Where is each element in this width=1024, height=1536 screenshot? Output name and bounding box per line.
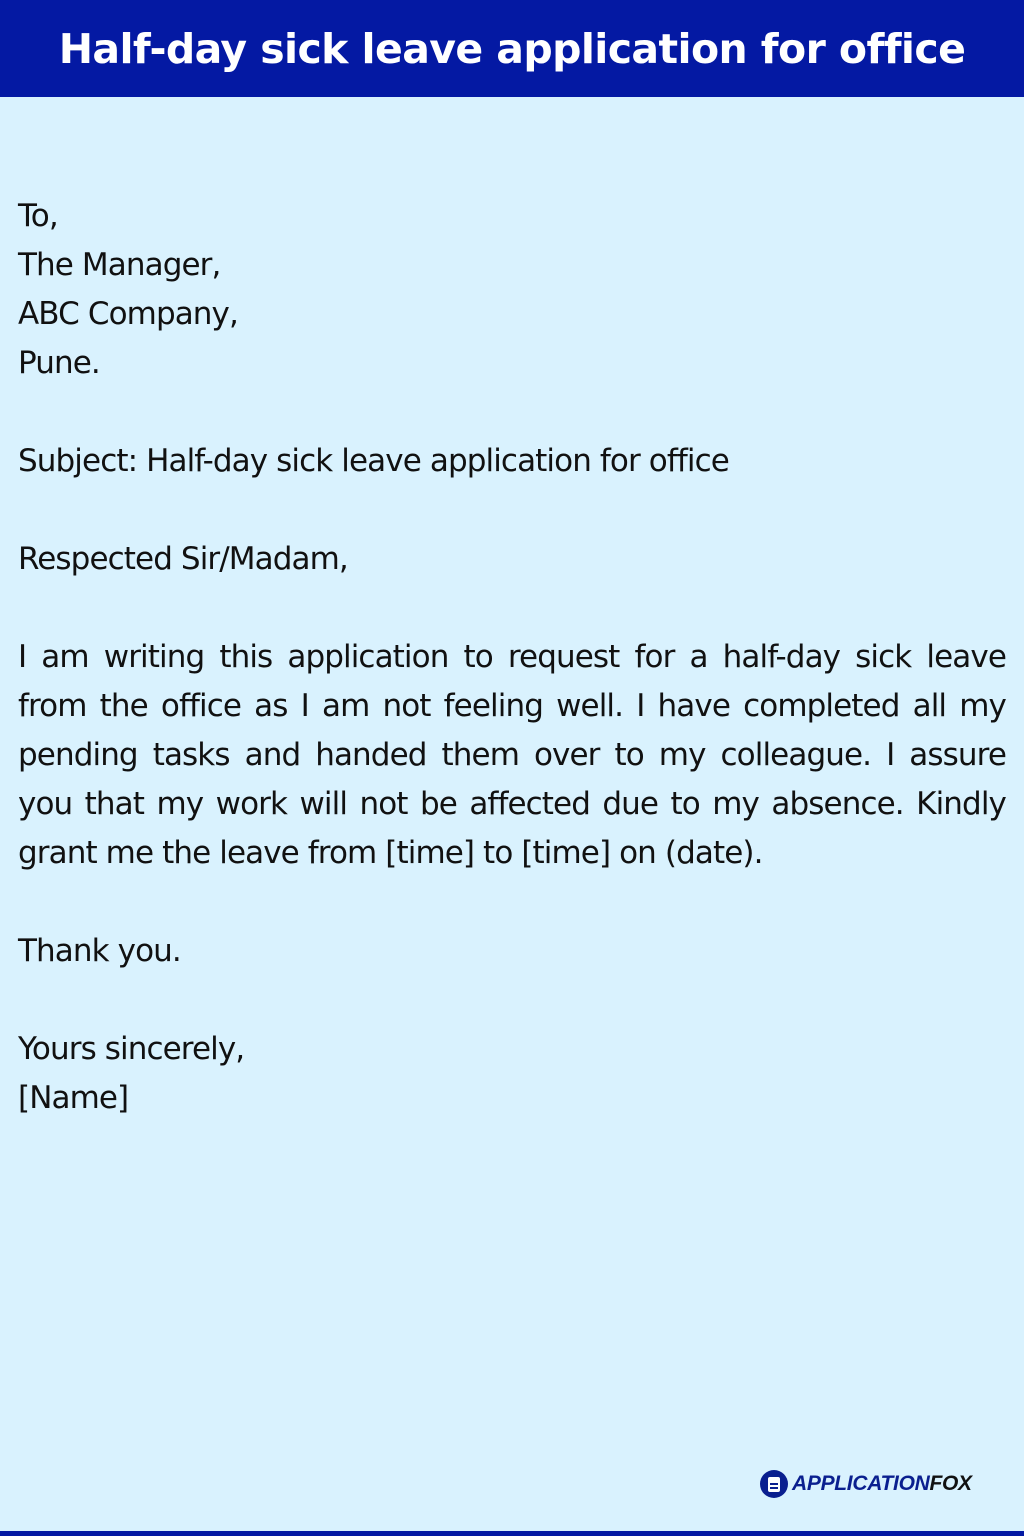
address-line: To, <box>18 198 58 234</box>
address-line: Pune. <box>18 345 100 381</box>
signature: [Name] <box>18 1080 129 1116</box>
address-line: The Manager, <box>18 247 221 283</box>
address-line: ABC Company, <box>18 296 238 332</box>
page-title: Half-day sick leave application for office <box>58 24 966 73</box>
recipient-address <box>18 192 1006 388</box>
salutation: Respected Sir/Madam, <box>18 541 348 577</box>
closing-line: Yours sincerely, <box>18 1031 245 1067</box>
brand-logo <box>760 1470 972 1498</box>
footer-bar <box>0 1531 1024 1536</box>
body-paragraph: I am writing this application to request for a half-day sick leave from the office as I am not feeling well. I have completed all my pending tasks and handed them over to my colleague. I assure you that my work will not be affected due to my absence. Kindly grant me the leave from [time] to [time] on (date). <box>18 639 1006 871</box>
thanks-line: Thank you. <box>18 933 181 969</box>
document-icon <box>760 1470 788 1498</box>
brand-name: APPLICATIONFOX <box>792 1472 972 1495</box>
letter-body <box>18 192 1006 1123</box>
subject-line: Subject: Half-day sick leave application for office <box>18 443 729 479</box>
page-header <box>0 0 1024 97</box>
